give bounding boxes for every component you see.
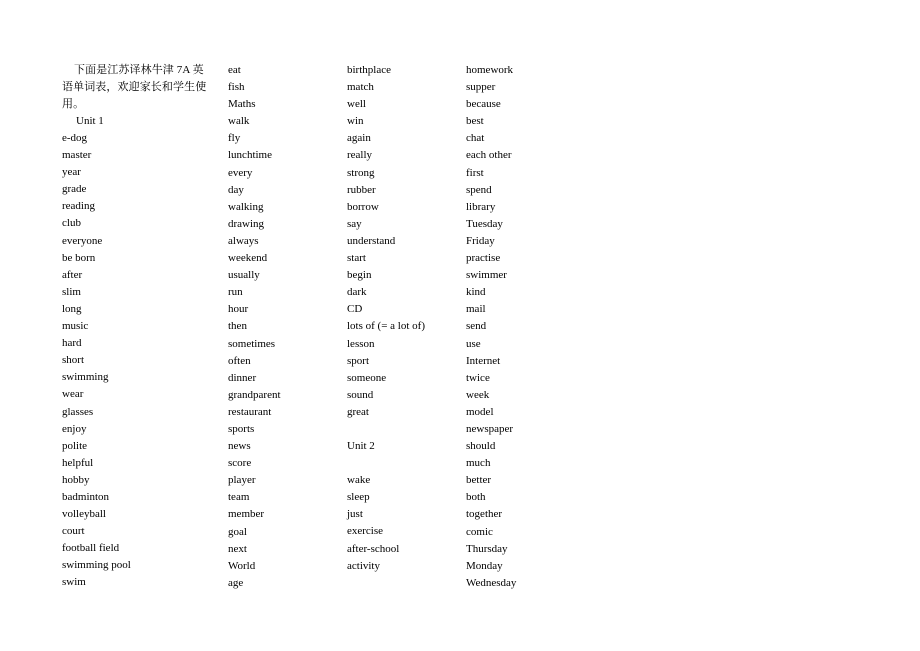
vocabulary-word: sports [228, 422, 255, 435]
vocabulary-word: glasses [62, 405, 94, 418]
vocabulary-word: after [62, 268, 83, 281]
vocabulary-word: begin [347, 269, 372, 282]
vocabulary-word: then [228, 320, 247, 333]
vocabulary-word: each other [466, 149, 512, 162]
vocabulary-word: usually [228, 269, 260, 282]
vocabulary-word: swimming [62, 371, 109, 384]
vocabulary-word: age [228, 576, 244, 589]
vocabulary-word: well [347, 98, 366, 111]
vocabulary-word: sport [347, 354, 369, 367]
vocabulary-word: sound [347, 388, 374, 401]
vocabulary-word: walking [228, 200, 264, 213]
vocabulary-word: short [62, 354, 84, 367]
vocabulary-word: slim [62, 285, 81, 298]
vocabulary-word: say [347, 217, 362, 230]
vocabulary-word: goal [228, 525, 247, 538]
vocabulary-word: Internet [466, 354, 501, 367]
vocabulary-word: understand [347, 234, 396, 247]
vocabulary-word: master [62, 149, 92, 162]
vocabulary-word: volleyball [62, 508, 106, 521]
vocabulary-word: someone [347, 371, 387, 384]
vocabulary-word: sometimes [228, 337, 276, 350]
vocabulary-word: day [228, 183, 244, 196]
blank-line [347, 421, 457, 438]
vocabulary-word: walk [228, 115, 250, 128]
vocabulary-word: Maths [228, 98, 256, 111]
vocabulary-word: dinner [228, 371, 257, 384]
word-list-column-4 [466, 62, 576, 592]
vocabulary-word: just [347, 508, 363, 521]
vocabulary-word: match [347, 81, 374, 94]
vocabulary-word: dark [347, 286, 367, 299]
vocabulary-word: kind [466, 286, 486, 299]
vocabulary-word: club [62, 217, 81, 230]
vocabulary-word: Friday [466, 234, 495, 247]
vocabulary-word: run [228, 286, 243, 299]
vocabulary-word: birthplace [347, 64, 391, 76]
vocabulary-word: fly [228, 132, 241, 145]
word-list-column-2 [228, 62, 338, 592]
unit-1-heading: Unit 1 [76, 115, 104, 127]
vocabulary-word: long [62, 302, 82, 315]
vocabulary-word: next [228, 542, 247, 555]
vocabulary-word: swimming pool [62, 559, 131, 572]
vocabulary-word: news [228, 440, 251, 453]
vocabulary-word: player [228, 474, 256, 487]
vocabulary-word: rubber [347, 183, 376, 196]
vocabulary-word: hour [228, 303, 249, 316]
vocabulary-word: activity [347, 559, 380, 572]
blank-line [347, 455, 457, 472]
vocabulary-word: fish [228, 81, 245, 94]
vocabulary-word: should [466, 440, 496, 453]
vocabulary-word: sleep [347, 491, 370, 504]
vocabulary-word: polite [62, 439, 88, 452]
vocabulary-word: eat [228, 64, 241, 76]
vocabulary-word: together [466, 508, 503, 521]
vocabulary-word: swim [62, 576, 86, 589]
vocabulary-word: win [347, 115, 364, 128]
vocabulary-word: week [466, 388, 490, 401]
vocabulary-word: again [347, 132, 371, 145]
vocabulary-word: score [228, 457, 252, 470]
vocabulary-word: Monday [466, 559, 503, 572]
vocabulary-word: be born [62, 251, 96, 264]
vocabulary-word: borrow [347, 200, 379, 213]
vocabulary-word: best [466, 115, 484, 128]
vocabulary-word: use [466, 337, 481, 350]
word-list-column-1 [62, 130, 212, 592]
vocabulary-word: send [466, 320, 487, 333]
vocabulary-word: football field [62, 542, 120, 555]
vocabulary-word: chat [466, 132, 485, 145]
vocabulary-word: newspaper [466, 422, 514, 435]
vocabulary-word: helpful [62, 456, 94, 469]
vocabulary-word: wake [347, 474, 371, 487]
vocabulary-word: restaurant [228, 405, 272, 418]
vocabulary-word: practise [466, 252, 501, 265]
vocabulary-word: strong [347, 166, 375, 179]
vocabulary-word: drawing [228, 217, 265, 230]
vocabulary-word: exercise [347, 525, 384, 538]
vocabulary-word: team [228, 491, 250, 504]
column-1 [62, 62, 212, 592]
vocabulary-word: both [466, 491, 486, 504]
vocabulary-word: wear [62, 388, 84, 401]
vocabulary-word: spend [466, 183, 492, 196]
vocabulary-word: supper [466, 81, 496, 94]
vocabulary-word: music [62, 320, 89, 333]
vocabulary-word: year [62, 166, 81, 179]
vocabulary-word: much [466, 457, 491, 470]
vocabulary-word: hard [62, 337, 82, 350]
vocabulary-word: twice [466, 371, 490, 384]
vocabulary-word: really [347, 149, 373, 162]
vocabulary-word: hobby [62, 473, 90, 486]
unit-2-heading: Unit 2 [347, 440, 375, 453]
vocabulary-word: great [347, 405, 369, 418]
vocabulary-word: grandparent [228, 388, 281, 401]
vocabulary-word: library [466, 200, 496, 213]
vocabulary-word: better [466, 474, 492, 487]
vocabulary-word: e-dog [62, 132, 88, 144]
vocabulary-word: reading [62, 200, 95, 213]
vocabulary-word: weekend [228, 252, 268, 265]
vocabulary-word: grade [62, 183, 87, 196]
vocabulary-word: because [466, 98, 501, 111]
vocabulary-word: always [228, 234, 259, 247]
vocabulary-word: lesson [347, 337, 375, 350]
vocabulary-word: enjoy [62, 422, 87, 435]
vocabulary-word: everyone [62, 234, 103, 247]
column-2 [228, 62, 338, 592]
vocabulary-word: CD [347, 303, 363, 316]
vocabulary-word: Wednesday [466, 576, 517, 589]
vocabulary-word: model [466, 405, 494, 418]
vocabulary-word: homework [466, 64, 514, 76]
vocabulary-word: often [228, 354, 251, 367]
vocabulary-word: start [347, 252, 366, 265]
vocabulary-word: badminton [62, 490, 110, 503]
word-list-column-3-unit-1 [347, 62, 457, 421]
vocabulary-word: mail [466, 303, 486, 316]
vocabulary-word: member [228, 508, 265, 521]
vocabulary-word: World [228, 559, 256, 572]
vocabulary-word: every [228, 166, 253, 179]
vocabulary-word: court [62, 525, 85, 538]
vocabulary-word: lunchtime [228, 149, 272, 162]
word-list-column-3-unit-2 [347, 472, 457, 575]
vocabulary-word: Tuesday [466, 217, 503, 230]
intro-text: 下面是江苏译林牛津 7A 英语单词表，欢迎家长和学生使用。 [62, 64, 207, 110]
vocabulary-word: comic [466, 525, 493, 538]
vocabulary-word: first [466, 166, 484, 179]
vocabulary-word: lots of (= a lot of) [347, 320, 425, 333]
vocabulary-word: after-school [347, 542, 400, 555]
vocabulary-word: Thursday [466, 542, 508, 555]
vocabulary-word: swimmer [466, 269, 507, 282]
column-4 [466, 62, 576, 592]
column-3 [347, 62, 457, 575]
